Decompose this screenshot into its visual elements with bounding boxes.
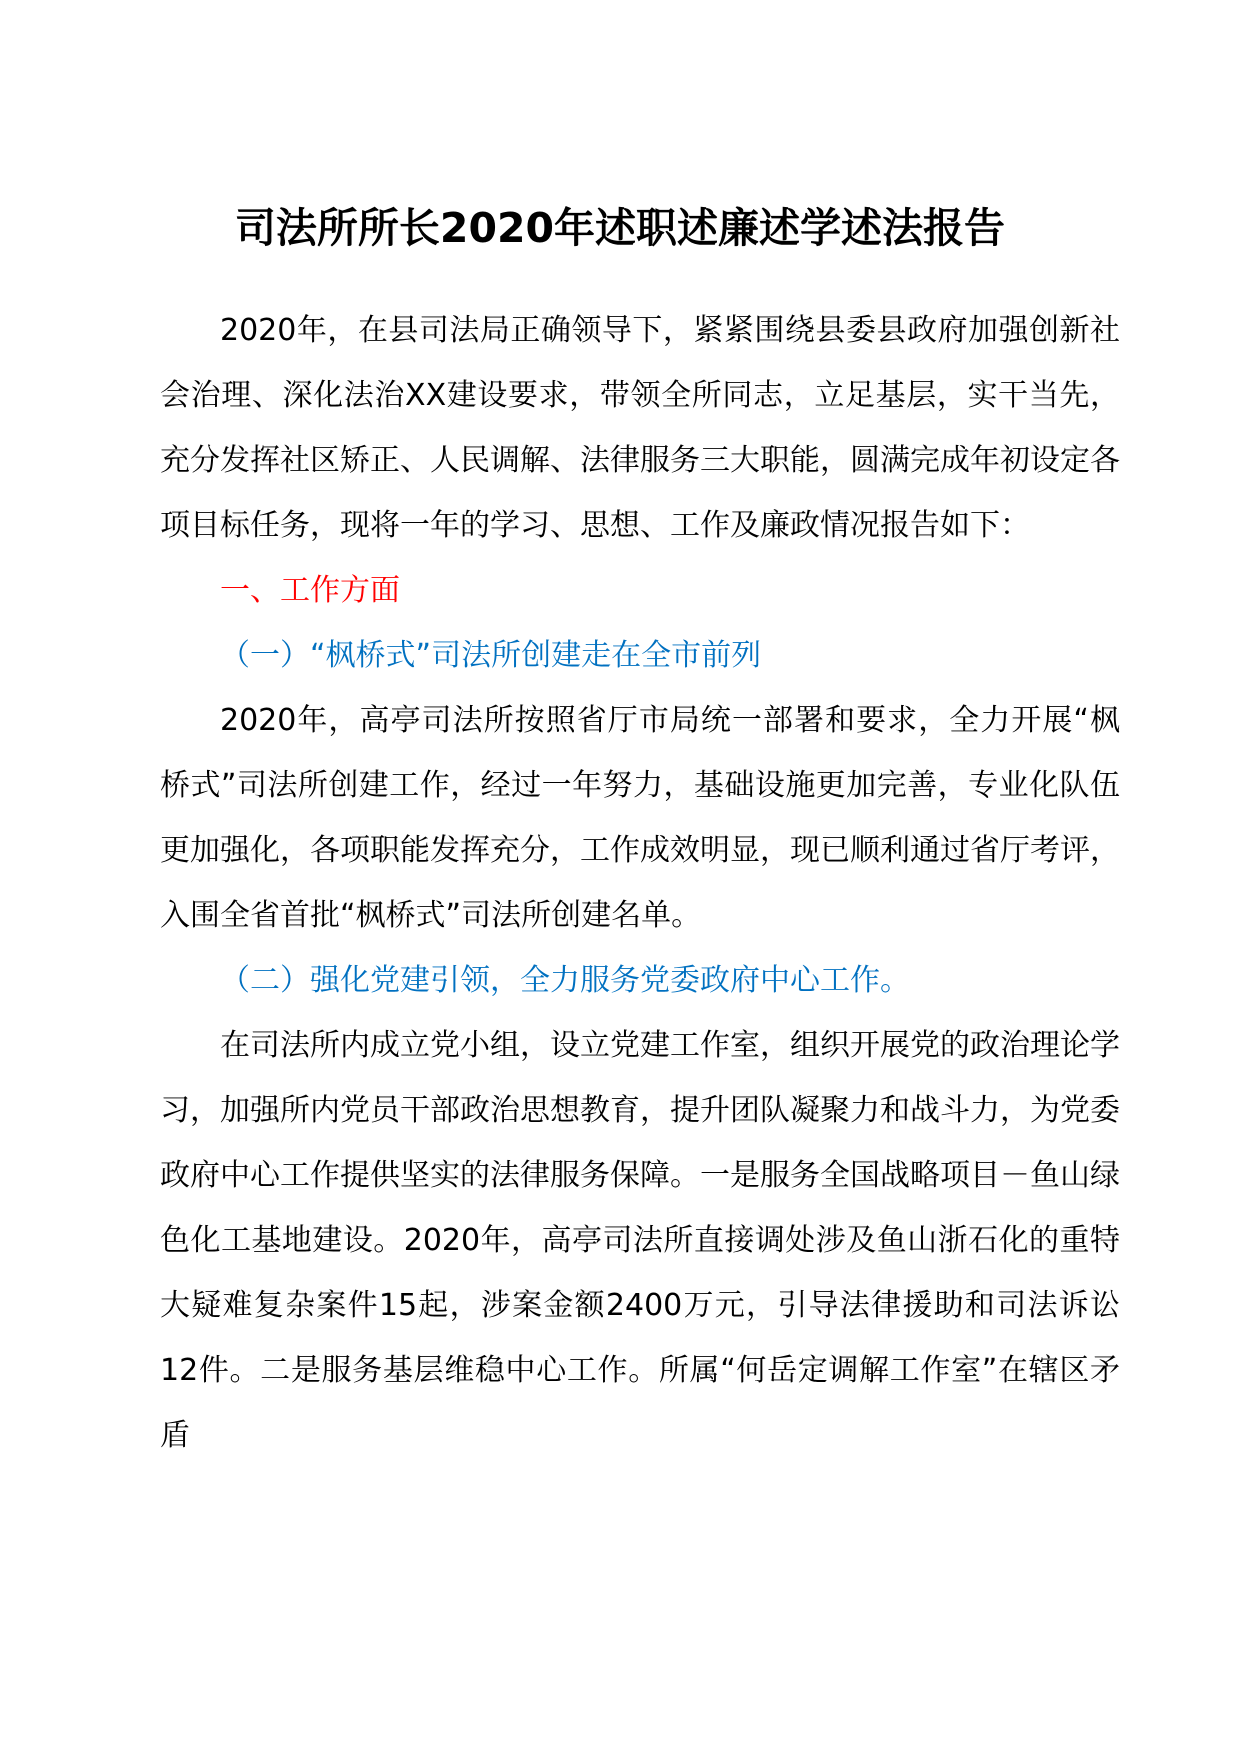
section-heading-work: 一、工作方面 [220,573,400,608]
intro-paragraph: 2020年，在县司法局正确领导下，紧紧围绕县委县政府加强创新社会治理、深化法治XX建设要求，带领全所同志，立足基层，实干当先，充分发挥社区矫正、人民调解、法律服务三大职能，圆满完成年初设定各项目标任务，现将一年的学习、思想、工作及廉政情况报告如下： [160,313,1120,543]
document-title: 司法所所长2020年述职述廉述学述法报告 [234,204,1006,252]
subsection-heading-1: （一）“枫桥式”司法所创建走在全市前列 [220,638,762,673]
subsection-1-paragraph: 2020年，高亭司法所按照省厅市局统一部署和要求，全力开展“枫桥式”司法所创建工作，经过一年努力，基础设施更加完善，专业化队伍更加强化，各项职能发挥充分，工作成效明显，现已顺利通过省厅考评，入围全省首批“枫桥式”司法所创建名单。 [160,703,1120,933]
document-body [160,298,1120,1468]
subsection-heading-2: （二）强化党建引领，全力服务党委政府中心工作。 [220,963,910,998]
subsection-2-paragraph: 在司法所内成立党小组，设立党建工作室，组织开展党的政治理论学习，加强所内党员干部政治思想教育，提升团队凝聚力和战斗力，为党委政府中心工作提供坚实的法律服务保障。一是服务全国战略项目－鱼山绿色化工基地建设。2020年，高亭司法所直接调处涉及鱼山浙石化的重特大疑难复杂案件15起，涉案金额2400万元，引导法律援助和司法诉讼12件。二是服务基层维稳中心工作。所属“何岳定调解工作室”在辖区矛盾 [160,1028,1120,1453]
